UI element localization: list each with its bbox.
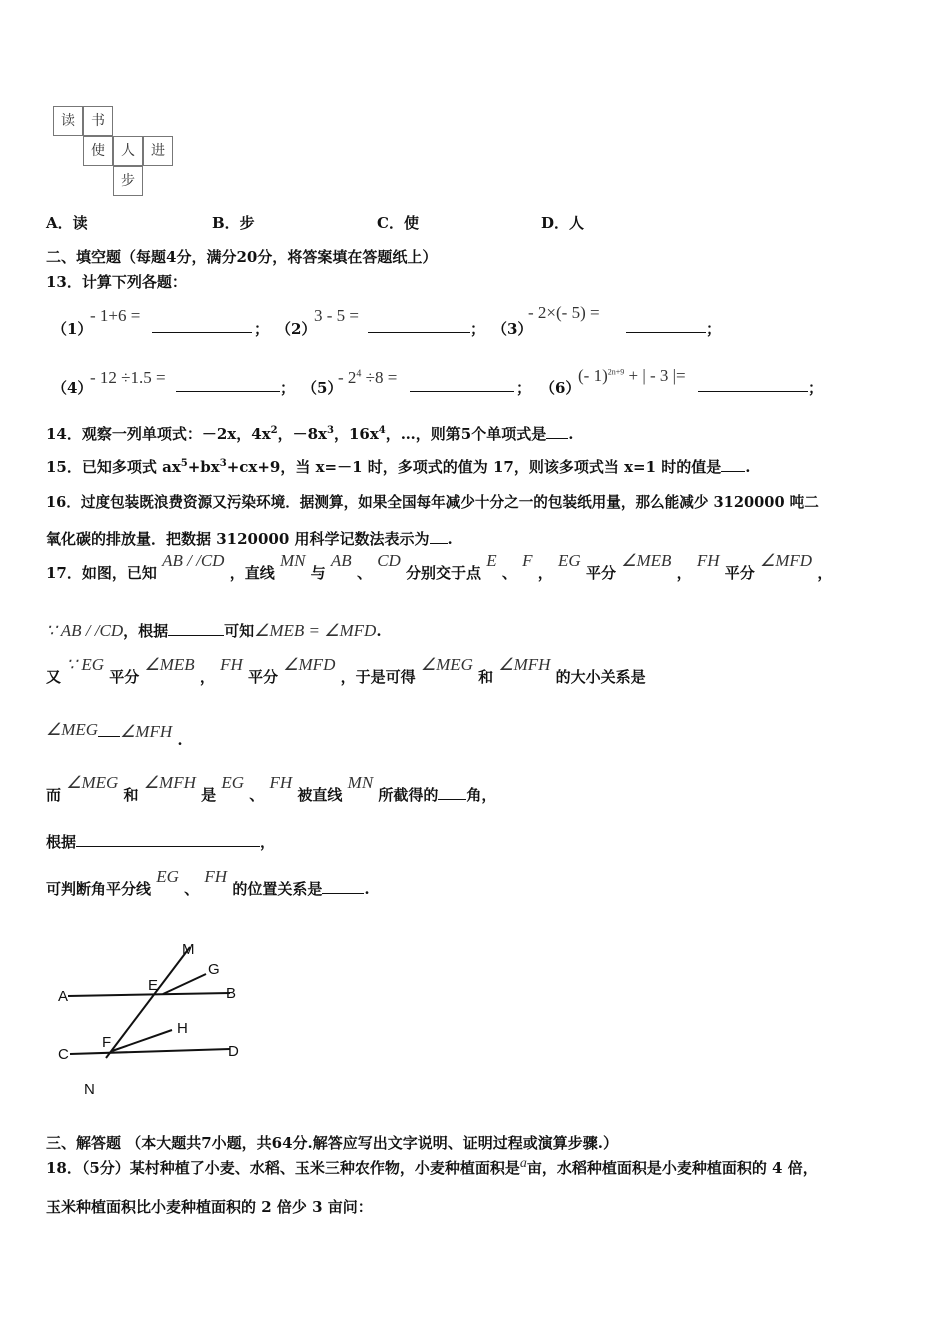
answer-blank bbox=[410, 377, 514, 392]
math-term: AB bbox=[330, 551, 352, 570]
q-text: 角， bbox=[466, 786, 497, 804]
answer-blank bbox=[322, 879, 364, 894]
label-n: N bbox=[84, 1081, 95, 1098]
label-g: G bbox=[208, 961, 220, 978]
q-text: 分别交于点 bbox=[406, 564, 482, 582]
answer-blank bbox=[546, 424, 568, 439]
label-h: H bbox=[177, 1020, 188, 1037]
separator: ； bbox=[706, 320, 722, 338]
q-text: 、 bbox=[184, 880, 200, 898]
math-term: ∠MEG bbox=[66, 773, 119, 792]
q-text: . bbox=[568, 425, 574, 443]
math-term: ∠MEB bbox=[144, 655, 195, 674]
math-term: FH bbox=[269, 773, 293, 792]
exponent: 2n+9 bbox=[607, 367, 625, 377]
math-expr bbox=[578, 366, 686, 386]
line-cd bbox=[70, 1049, 230, 1054]
math-term: ∠MFH bbox=[498, 655, 551, 674]
net-cell: 步 bbox=[113, 166, 143, 196]
answer-blank bbox=[368, 318, 470, 333]
math-expr bbox=[338, 368, 397, 388]
question-17-line3 bbox=[46, 655, 646, 687]
option-d: D．人 bbox=[541, 214, 585, 232]
answer-blank bbox=[176, 377, 280, 392]
q-text: . bbox=[447, 530, 453, 548]
math-term: ∠MEB bbox=[621, 551, 672, 570]
q-text: +bx bbox=[187, 458, 220, 476]
answer-blank bbox=[152, 318, 252, 333]
item-label: （5） bbox=[302, 379, 343, 397]
q-text: 平分 bbox=[724, 564, 755, 582]
separator: ； bbox=[516, 379, 532, 397]
option-a: A．读 bbox=[46, 214, 88, 232]
math-term: CD bbox=[377, 551, 401, 570]
question-16-line1: 16．过度包装既浪费资源又污染环境．据测算，如果全国每年减少十分之一的包装纸用量，那么能减少 3120000 吨二 bbox=[46, 494, 819, 511]
question-17-line2 bbox=[46, 620, 382, 641]
q-text: . bbox=[364, 880, 370, 898]
q-text: +cx+9，当 x=－1 时，多项式的值为 17，则该多项式当 x=1 时的值是 bbox=[226, 458, 722, 476]
math-part: (- 1) bbox=[578, 366, 608, 385]
item-label: （2） bbox=[276, 320, 317, 338]
exponent: 4 bbox=[356, 368, 362, 380]
math-term: E bbox=[486, 551, 497, 570]
item-label: （3） bbox=[492, 320, 533, 338]
math-term: ∵ EG bbox=[66, 655, 104, 674]
math-term: F bbox=[522, 551, 533, 570]
question-17-line4 bbox=[46, 712, 183, 749]
answer-blank bbox=[438, 785, 466, 800]
math-part: + | - 3 |= bbox=[624, 366, 686, 385]
q-text: . bbox=[177, 731, 183, 749]
net-cell: 书 bbox=[83, 106, 113, 136]
q-text: ，根据 bbox=[123, 622, 169, 640]
item-label: （6） bbox=[540, 379, 581, 397]
label-c: C bbox=[58, 1046, 69, 1063]
q-text: . bbox=[745, 458, 751, 476]
ray-eg bbox=[163, 974, 206, 994]
math-expr: - 12 ÷1.5 = bbox=[90, 368, 166, 387]
separator: ； bbox=[808, 379, 824, 397]
q-text: 14．观察一列单项式：－2x，4x bbox=[46, 425, 271, 443]
math-term: EG bbox=[156, 867, 179, 886]
q-text: ，…，则第5个单项式是 bbox=[385, 425, 547, 443]
q-text: ， bbox=[260, 833, 276, 851]
q-text: 可知 bbox=[224, 622, 255, 640]
q-text: 和 bbox=[478, 668, 494, 686]
q-text: 15．已知多项式 ax bbox=[46, 458, 181, 476]
math-term: AB / /CD bbox=[162, 551, 225, 570]
label-a: A bbox=[58, 988, 69, 1005]
separator: ； bbox=[280, 379, 296, 397]
answer-blank bbox=[430, 529, 448, 544]
separator: ； bbox=[470, 320, 486, 338]
question-17-line1 bbox=[46, 551, 833, 583]
option-c: C．使 bbox=[377, 214, 419, 232]
q-text: 是 bbox=[201, 786, 217, 804]
geometry-figure bbox=[40, 930, 270, 1100]
label-m: M bbox=[182, 941, 195, 958]
q-text: . bbox=[376, 622, 382, 640]
label-e: E bbox=[148, 977, 159, 994]
net-cell: 进 bbox=[143, 136, 173, 166]
math-term: FH bbox=[220, 655, 243, 674]
exponent: 3 bbox=[327, 425, 334, 436]
math-term: ∠MEG bbox=[420, 655, 473, 674]
q-text: 、 bbox=[249, 786, 265, 804]
math-term: ∵ AB / /CD bbox=[46, 621, 124, 640]
label-f: F bbox=[102, 1034, 112, 1051]
q-text: 根据 bbox=[46, 833, 77, 851]
q-text: ，直线 bbox=[229, 564, 275, 582]
line-mn bbox=[106, 947, 190, 1058]
math-term: ∠MEG bbox=[46, 720, 99, 739]
net-cell: 使 bbox=[83, 136, 113, 166]
q-text: 、 bbox=[356, 564, 372, 582]
answer-blank bbox=[721, 457, 745, 472]
math-term: EG bbox=[558, 551, 581, 570]
math-term: a bbox=[519, 1156, 527, 1171]
net-cell: 读 bbox=[53, 106, 83, 136]
q-text: 被直线 bbox=[297, 786, 343, 804]
answer-blank bbox=[76, 832, 260, 847]
q-text: ， bbox=[817, 564, 833, 582]
math-term: ∠MFH bbox=[143, 773, 196, 792]
math-term: ∠MFD bbox=[283, 655, 336, 674]
math-term: ∠MFH bbox=[120, 722, 173, 741]
q-text: 18．（5分）某村种植了小麦、水稻、玉米三种农作物，小麦种植面积是 bbox=[46, 1159, 520, 1177]
question-17-line5 bbox=[46, 773, 497, 805]
q-text: 17．如图，已知 bbox=[46, 564, 157, 582]
q-text: 亩，水稻种植面积是小麦种植面积的 4 倍， bbox=[526, 1159, 818, 1177]
q-text: 和 bbox=[123, 786, 139, 804]
math-term: MN bbox=[279, 551, 306, 570]
question-18-line1 bbox=[46, 1157, 818, 1178]
q-text: 所截得的 bbox=[378, 786, 439, 804]
q-text: 而 bbox=[46, 786, 62, 804]
question-15 bbox=[46, 456, 750, 477]
question-title: 13．计算下列各题： bbox=[46, 273, 187, 291]
q-text: 的大小关系是 bbox=[555, 668, 646, 686]
question-18-line2: 玉米种植面积比小麦种植面积的 2 倍少 3 亩问： bbox=[46, 1198, 373, 1216]
answer-blank bbox=[698, 377, 808, 392]
math-term: MN bbox=[347, 773, 374, 792]
item-label: （4） bbox=[52, 379, 93, 397]
q-text: 可判断角平分线 bbox=[46, 880, 152, 898]
math-expr: - 1+6 = bbox=[90, 306, 141, 325]
option-b: B．步 bbox=[212, 214, 255, 232]
q-text: 又 bbox=[46, 668, 62, 686]
section-title: 二、填空题（每题4分，满分20分，将答案填在答题纸上） bbox=[46, 248, 438, 266]
exponent: 5 bbox=[180, 458, 188, 469]
q-text: ， bbox=[676, 564, 692, 582]
q-text: 、 bbox=[501, 564, 517, 582]
exponent: 3 bbox=[219, 458, 227, 469]
label-b: B bbox=[226, 985, 237, 1002]
label-d: D bbox=[228, 1043, 239, 1060]
q-text: 平分 bbox=[109, 668, 140, 686]
q-text: 的位置关系是 bbox=[232, 880, 323, 898]
item-label: （1） bbox=[52, 320, 93, 338]
q-text: ，于是可得 bbox=[340, 668, 416, 686]
q-text: ，－8x bbox=[277, 425, 327, 443]
q-text: ， bbox=[199, 668, 215, 686]
math-term: ∠MFD bbox=[760, 551, 813, 570]
math-term: FH bbox=[696, 551, 720, 570]
q-text: 平分 bbox=[248, 668, 279, 686]
answer-blank bbox=[626, 318, 706, 333]
answer-blank bbox=[98, 712, 120, 737]
math-term: ∠MEB = ∠MFD bbox=[254, 621, 377, 640]
question-14 bbox=[46, 423, 573, 444]
q-text: 氧化碳的排放量．把数据 3120000 用科学记数法表示为 bbox=[46, 530, 430, 548]
section-title: 三、解答题 （本大题共7小题，共64分.解答应写出文字说明、证明过程或演算步骤.） bbox=[46, 1134, 618, 1152]
separator: ； bbox=[254, 320, 270, 338]
answer-blank bbox=[168, 621, 224, 636]
q-text: 平分 bbox=[585, 564, 616, 582]
question-17-line6 bbox=[46, 831, 275, 852]
question-16-line2 bbox=[46, 528, 453, 549]
math-term: FH bbox=[204, 867, 228, 886]
math-expr: - 2×(- 5) = bbox=[528, 303, 600, 322]
question-17-line7 bbox=[46, 867, 370, 899]
q-text: ，16x bbox=[333, 425, 379, 443]
ray-fh bbox=[112, 1030, 172, 1051]
q-text: 与 bbox=[310, 564, 326, 582]
math-term: EG bbox=[221, 773, 245, 792]
math-part: ÷8 = bbox=[361, 368, 398, 387]
exponent: 4 bbox=[378, 425, 386, 436]
net-cell: 人 bbox=[113, 136, 143, 166]
math-expr: 3 - 5 = bbox=[314, 306, 359, 325]
q-text: ， bbox=[537, 564, 553, 582]
math-part: - 2 bbox=[338, 368, 357, 387]
exponent: 2 bbox=[270, 425, 278, 436]
